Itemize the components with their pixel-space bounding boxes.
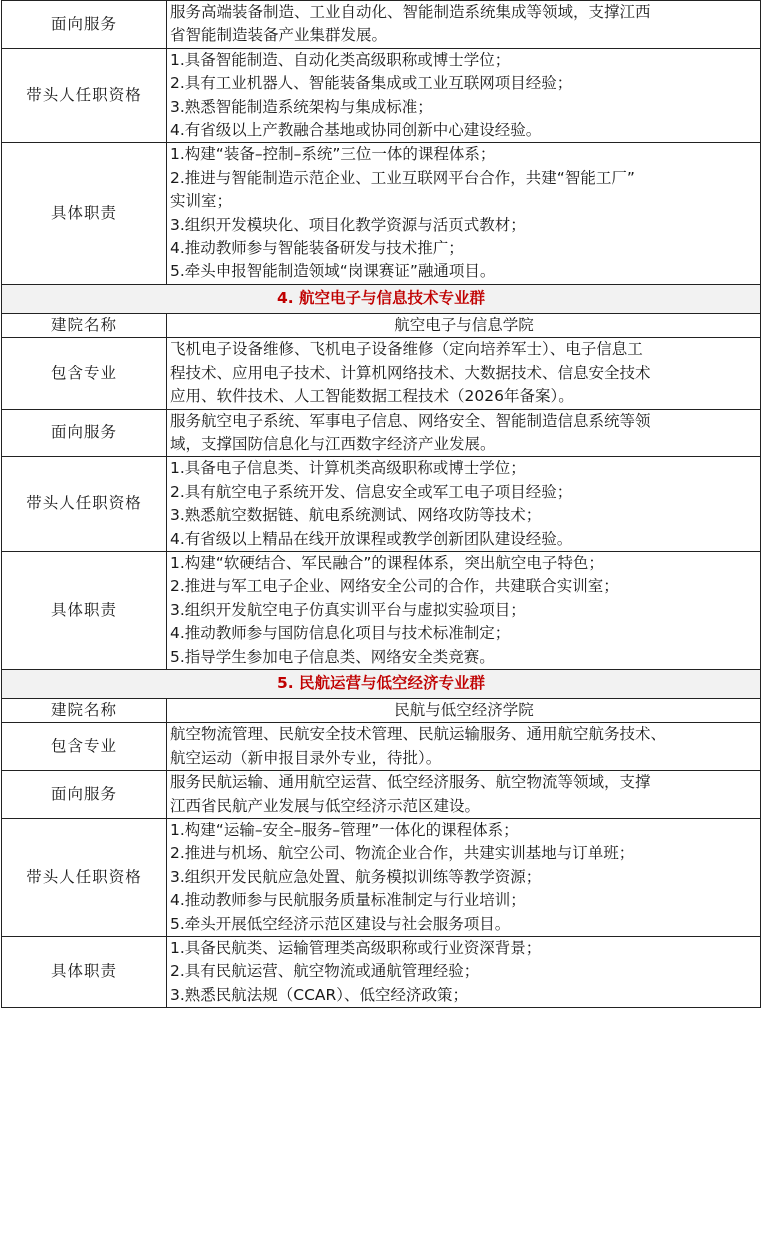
table-row [2, 338, 761, 409]
content-table [1, 0, 761, 1008]
content-line: 1.构建“软硬结合、军民融合”的课程体系，突出航空电子特色； [170, 553, 604, 572]
row-label: 具体职责 [2, 937, 167, 1008]
content-line: 2.推进与智能制造示范企业、工业互联网平台合作，共建“智能工厂” [170, 168, 635, 187]
table-row [2, 723, 761, 771]
content-line: 1.具备民航类、运输管理类高级职称或行业资深背景； [170, 939, 542, 958]
table-row [2, 313, 761, 337]
row-content [167, 819, 761, 937]
content-line: 实训室； [170, 192, 233, 211]
row-content [167, 457, 761, 552]
content-line: 程技术、应用电子技术、计算机网络技术、大数据技术、信息安全技术 [170, 363, 651, 382]
content-line: 2.推进与军工电子企业、网络安全公司的合作，共建联合实训室； [170, 577, 619, 596]
content-line: 4.推动教师参与民航服务质量标准制定与行业培训； [170, 891, 526, 910]
content-line: 航空运动（新申报目录外专业，待批）。 [170, 748, 442, 767]
content-line: 1.构建“装备–控制–系统”三位一体的课程体系； [170, 145, 496, 164]
row-content [167, 1, 761, 49]
table-row [2, 819, 761, 937]
row-label: 包含专业 [2, 338, 167, 409]
table-row [2, 457, 761, 552]
content-line: 民航与低空经济学院 [394, 700, 534, 719]
content-line: 4.有省级以上产教融合基地或协同创新中心建设经验。 [170, 121, 542, 140]
content-line: 省智能制造装备产业集群发展。 [170, 26, 388, 45]
row-label: 建院名称 [2, 313, 167, 337]
content-line: 江西省民航产业发展与低空经济示范区建设。 [170, 796, 481, 815]
content-line: 3.熟悉民航法规（CCAR）、低空经济政策； [170, 985, 469, 1004]
section-header-row [2, 669, 761, 698]
row-label: 面向服务 [2, 771, 167, 819]
content-line: 5.牵头开展低空经济示范区建设与社会服务项目。 [170, 914, 511, 933]
table-row [2, 1, 761, 49]
row-content [167, 551, 761, 669]
content-line: 3.组织开发模块化、项目化教学资源与活页式教材； [170, 215, 526, 234]
row-label: 带头人任职资格 [2, 457, 167, 552]
row-label: 面向服务 [2, 1, 167, 49]
row-content [167, 409, 761, 457]
row-label: 面向服务 [2, 409, 167, 457]
table-row [2, 937, 761, 1008]
content-line: 服务高端装备制造、工业自动化、智能制造系统集成等领域，支撑江西 [170, 3, 651, 21]
row-content [167, 723, 761, 771]
content-line: 1.具备电子信息类、计算机类高级职称或博士学位； [170, 459, 526, 478]
table-body [2, 1, 761, 1008]
table-row [2, 48, 761, 143]
content-line: 应用、软件技术、人工智能数据工程技术（2026年备案）。 [170, 387, 574, 406]
row-content [167, 698, 761, 722]
section-header-row [2, 284, 761, 313]
content-line: 2.推进与机场、航空公司、物流企业合作，共建实训基地与订单班； [170, 844, 635, 863]
row-label: 建院名称 [2, 698, 167, 722]
content-line: 5.指导学生参加电子信息类、网络安全类竞赛。 [170, 647, 495, 666]
content-line: 1.具备智能制造、自动化类高级职称或博士学位； [170, 50, 511, 69]
content-line: 3.组织开发航空电子仿真实训平台与虚拟实验项目； [170, 600, 526, 619]
content-line: 服务航空电子系统、军事电子信息、网络安全、智能制造信息系统等领 [170, 411, 651, 430]
row-label: 具体职责 [2, 143, 167, 284]
content-line: 2.具有民航运营、航空物流或通航管理经验； [170, 962, 480, 981]
content-line: 飞机电子设备维修、飞机电子设备维修（定向培养军士）、电子信息工 [170, 340, 643, 359]
content-line: 2.具有航空电子系统开发、信息安全或军工电子项目经验； [170, 482, 573, 501]
content-line: 域，支撑国防信息化与江西数字经济产业发展。 [170, 434, 496, 453]
content-line: 3.熟悉智能制造系统架构与集成标准； [170, 97, 433, 116]
table-row [2, 143, 761, 284]
row-content [167, 313, 761, 337]
content-line: 4.推动教师参与智能装备研发与技术推广； [170, 239, 464, 258]
table-row [2, 698, 761, 722]
section-title: 5. 民航运营与低空经济专业群 [2, 669, 761, 698]
table-row [2, 551, 761, 669]
content-line: 3.熟悉航空数据链、航电系统测试、网络攻防等技术； [170, 506, 542, 525]
content-line: 3.组织开发民航应急处置、航务模拟训练等教学资源； [170, 867, 542, 886]
row-label: 具体职责 [2, 551, 167, 669]
table-row [2, 409, 761, 457]
content-line: 航空物流管理、民航安全技术管理、民航运输服务、通用航空航务技术、 [170, 725, 667, 744]
row-content [167, 338, 761, 409]
row-content [167, 143, 761, 284]
content-line: 5.牵头申报智能制造领域“岗课赛证”融通项目。 [170, 262, 496, 281]
content-line: 4.推动教师参与国防信息化项目与技术标准制定； [170, 624, 511, 643]
content-line: 1.构建“运输–安全–服务–管理”一体化的课程体系； [170, 821, 519, 839]
row-label: 带头人任职资格 [2, 819, 167, 937]
row-content [167, 771, 761, 819]
row-label: 带头人任职资格 [2, 48, 167, 143]
content-line: 4.有省级以上精品在线开放课程或教学创新团队建设经验。 [170, 529, 573, 548]
section-title: 4. 航空电子与信息技术专业群 [2, 284, 761, 313]
row-label: 包含专业 [2, 723, 167, 771]
content-line: 2.具有工业机器人、智能装备集成或工业互联网项目经验； [170, 74, 573, 93]
table-row [2, 771, 761, 819]
content-line: 航空电子与信息学院 [394, 315, 534, 334]
row-content [167, 937, 761, 1008]
row-content [167, 48, 761, 143]
content-line: 服务民航运输、通用航空运营、低空经济服务、航空物流等领域，支撑 [170, 773, 651, 792]
